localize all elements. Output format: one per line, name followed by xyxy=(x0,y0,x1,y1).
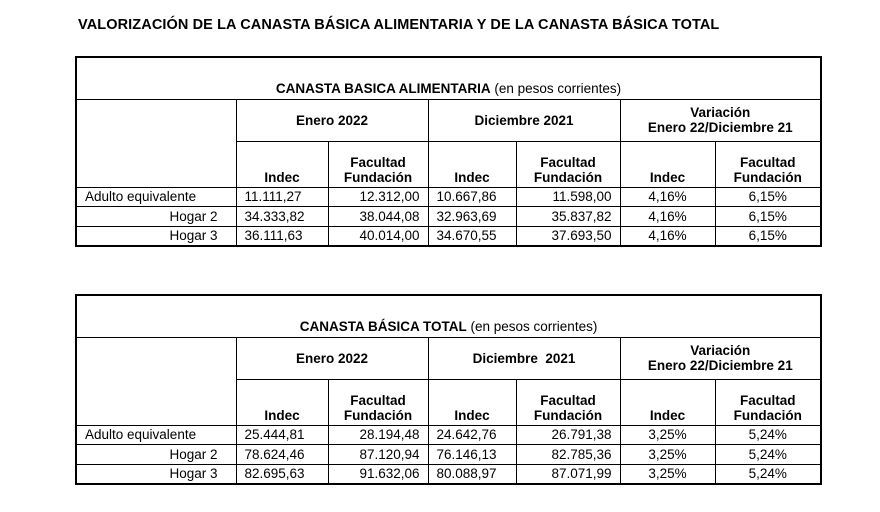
cbt-table xyxy=(75,294,822,485)
period-header: Enero 2022 xyxy=(236,337,428,379)
variation-line-1: Variación xyxy=(690,105,751,120)
cell-value: 3,25% xyxy=(620,444,715,464)
period-header: Diciembre 2021 xyxy=(428,99,620,141)
period-header: Enero 2022 xyxy=(236,99,428,141)
table-row xyxy=(76,425,821,444)
row-label: Hogar 2 xyxy=(76,206,236,226)
table-title-note: (en pesos corrientes) xyxy=(470,318,598,334)
document-title: VALORIZACIÓN DE LA CANASTA BÁSICA ALIMENTARIA Y DE LA CANASTA BÁSICA TOTAL xyxy=(78,17,720,33)
cell-value: 25.444,81 xyxy=(236,425,328,444)
cell-value: 78.624,46 xyxy=(236,444,328,464)
cell-value: 5,24% xyxy=(715,444,821,464)
col-header-facultad-line-1: Facultad xyxy=(350,154,406,170)
col-header-facultad-line-1: Facultad xyxy=(740,392,796,408)
col-header-indec: Indec xyxy=(620,141,715,187)
col-header-facultad xyxy=(328,141,428,187)
cell-value: 3,25% xyxy=(620,464,715,484)
cba-table xyxy=(75,56,822,247)
cell-value: 6,15% xyxy=(715,187,821,206)
row-label: Hogar 3 xyxy=(76,464,236,484)
table-title xyxy=(76,295,821,337)
corner-cell xyxy=(76,337,236,425)
variation-header xyxy=(620,337,821,379)
cell-value: 35.837,82 xyxy=(516,206,620,226)
cell-value: 4,16% xyxy=(620,206,715,226)
cell-value: 38.044,08 xyxy=(328,206,428,226)
cell-value: 80.088,97 xyxy=(428,464,516,484)
row-label: Adulto equivalente xyxy=(76,187,236,206)
col-header-facultad-line-2: Fundación xyxy=(733,169,802,185)
cell-value: 5,24% xyxy=(715,464,821,484)
col-header-indec: Indec xyxy=(428,141,516,187)
cell-value: 91.632,06 xyxy=(328,464,428,484)
table-title xyxy=(76,57,821,99)
col-header-facultad-line-1: Facultad xyxy=(540,154,596,170)
row-label: Adulto equivalente xyxy=(76,425,236,444)
col-header-facultad xyxy=(715,379,821,425)
cell-value: 5,24% xyxy=(715,425,821,444)
period-header: Diciembre 2021 xyxy=(428,337,620,379)
row-label: Hogar 3 xyxy=(76,226,236,246)
table-row xyxy=(76,444,821,464)
cell-value: 87.071,99 xyxy=(516,464,620,484)
cell-value: 32.963,69 xyxy=(428,206,516,226)
cell-value: 11.111,27 xyxy=(236,187,328,206)
cell-value: 4,16% xyxy=(620,226,715,246)
cell-value: 76.146,13 xyxy=(428,444,516,464)
col-header-facultad xyxy=(328,379,428,425)
variation-header xyxy=(620,99,821,141)
cell-value: 26.791,38 xyxy=(516,425,620,444)
table-title-bold: CANASTA BÁSICA TOTAL xyxy=(299,318,467,334)
row-label: Hogar 2 xyxy=(76,444,236,464)
table-row xyxy=(76,226,821,246)
table-row xyxy=(76,206,821,226)
cell-value: 82.695,63 xyxy=(236,464,328,484)
cell-value: 11.598,00 xyxy=(516,187,620,206)
corner-cell xyxy=(76,99,236,187)
col-header-facultad-line-2: Fundación xyxy=(533,407,603,423)
col-header-indec: Indec xyxy=(236,379,328,425)
cell-value: 3,25% xyxy=(620,425,715,444)
cell-value: 24.642,76 xyxy=(428,425,516,444)
cell-value: 12.312,00 xyxy=(328,187,428,206)
cell-value: 37.693,50 xyxy=(516,226,620,246)
cell-value: 82.785,36 xyxy=(516,444,620,464)
variation-line-2: Enero 22/Diciembre 21 xyxy=(647,358,793,373)
col-header-indec: Indec xyxy=(236,141,328,187)
cell-value: 28.194,48 xyxy=(328,425,428,444)
table-title-note: (en pesos corrientes) xyxy=(494,80,622,96)
cell-value: 10.667,86 xyxy=(428,187,516,206)
col-header-facultad xyxy=(516,141,620,187)
col-header-indec: Indec xyxy=(428,379,516,425)
cell-value: 6,15% xyxy=(715,226,821,246)
variation-line-2: Enero 22/Diciembre 21 xyxy=(647,120,793,135)
col-header-facultad-line-2: Fundación xyxy=(533,169,603,185)
col-header-facultad-line-1: Facultad xyxy=(540,392,596,408)
cell-value: 34.333,82 xyxy=(236,206,328,226)
cell-value: 40.014,00 xyxy=(328,226,428,246)
cell-value: 87.120,94 xyxy=(328,444,428,464)
col-header-facultad xyxy=(516,379,620,425)
cell-value: 4,16% xyxy=(620,187,715,206)
table-row xyxy=(76,464,821,484)
table-title-bold: CANASTA BASICA ALIMENTARIA xyxy=(275,80,491,96)
cell-value: 34.670,55 xyxy=(428,226,516,246)
variation-line-1: Variación xyxy=(690,343,751,358)
col-header-facultad-line-2: Fundación xyxy=(343,407,413,423)
cell-value: 36.111,63 xyxy=(236,226,328,246)
col-header-indec: Indec xyxy=(620,379,715,425)
col-header-facultad-line-1: Facultad xyxy=(350,392,406,408)
table-row xyxy=(76,187,821,206)
col-header-facultad xyxy=(715,141,821,187)
cell-value: 6,15% xyxy=(715,206,821,226)
col-header-facultad-line-2: Fundación xyxy=(343,169,413,185)
col-header-facultad-line-1: Facultad xyxy=(740,154,796,170)
col-header-facultad-line-2: Fundación xyxy=(733,407,802,423)
